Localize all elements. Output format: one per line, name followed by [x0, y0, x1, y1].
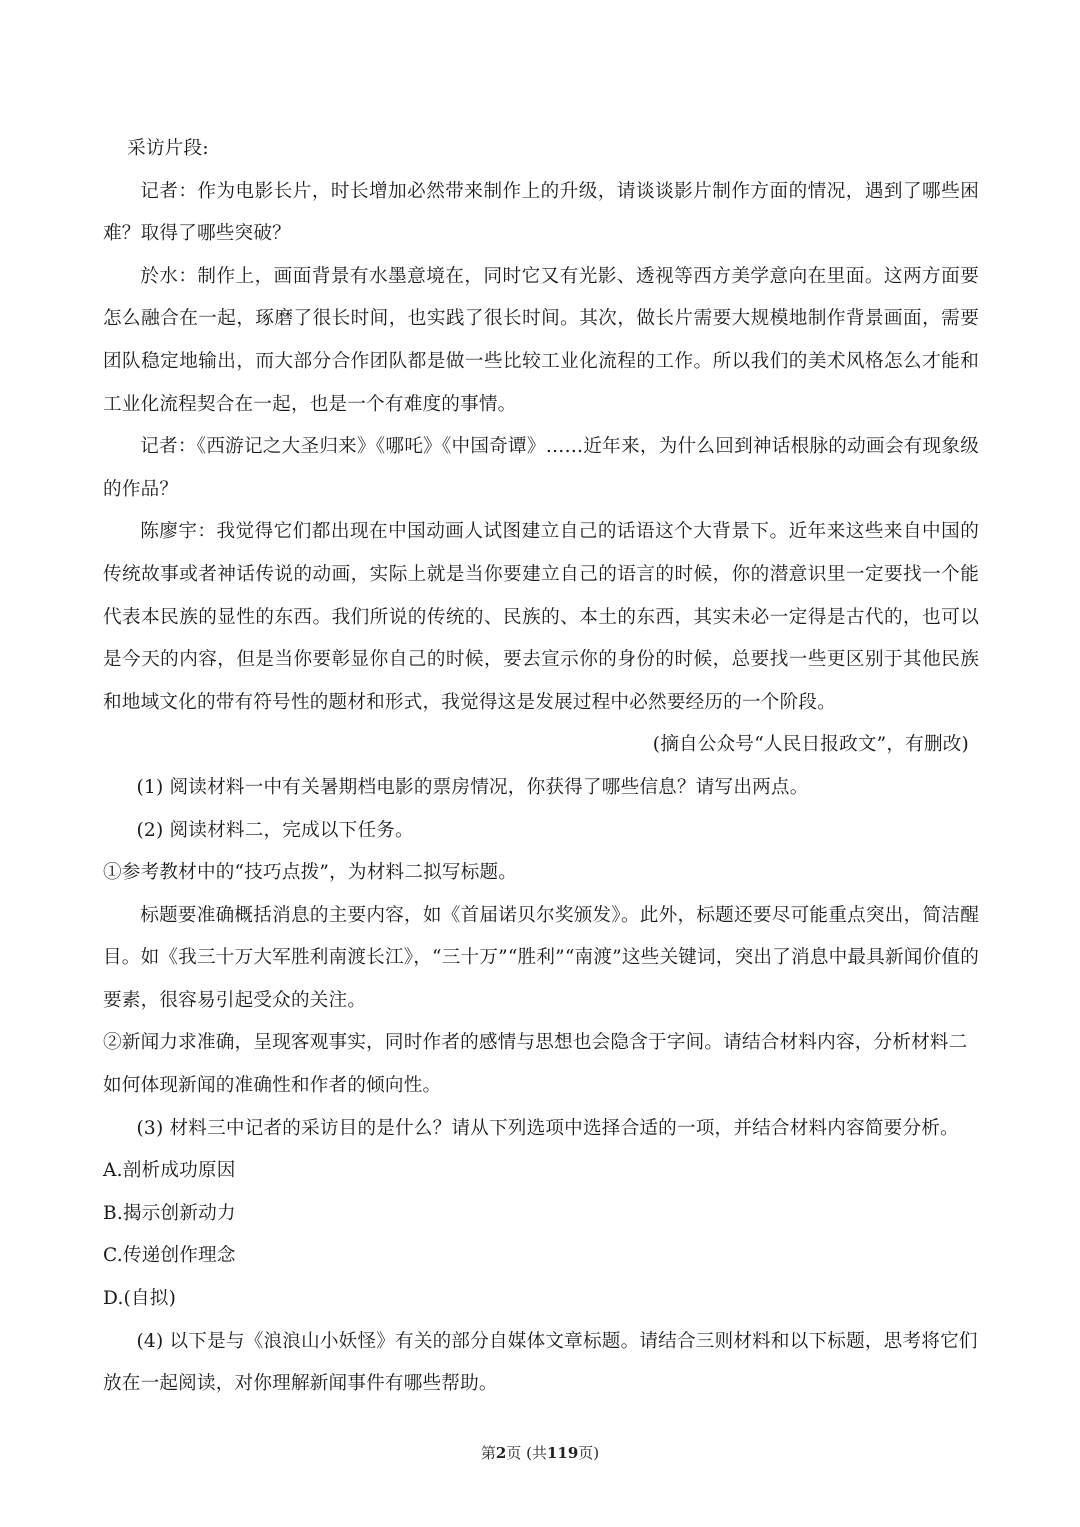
paragraph-yushui-answer: 於水：制作上，画面背景有水墨意境在，同时它又有光影、透视等西方美学意向在里面。这两方面要怎么融合在一起，琢磨了很长时间，也实践了很长时间。其次，做长片需要大规模地制作背景画面，需要团队稳定地输出，而大部分合作团队都是做一些比较工业化流程的工作。所以我们的美术风格怎么才能和工业化流程契合在一起，也是一个有难度的事情。 — [103, 265, 979, 415]
question-2-task-1: ①参考教材中的“技巧点拨”，为材料二拟写标题。 — [103, 862, 518, 884]
option-b: B.揭示创新动力 — [103, 1202, 236, 1224]
question-2-task-2: ②新闻力求准确，呈现客观事实，同时作者的感情与思想也会隐含于字间。请结合材料内容，分析材料二如何体现新闻的准确性和作者的倾向性。 — [103, 1032, 968, 1097]
paragraph-reporter-q1: 记者：作为电影长片，时长增加必然带来制作上的升级，请谈谈影片制作方面的情况，遇到了哪些困难？取得了哪些突破？ — [103, 180, 979, 245]
question-3: (3) 材料三中记者的采访目的是什么？请从下列选项中选择合适的一项，并结合材料内容简要分析。 — [136, 1117, 959, 1139]
question-2-tip: 标题要准确概括消息的主要内容，如《首届诺贝尔奖颁发》。此外，标题还要尽可能重点突出，简洁醒目。如《我三十万大军胜利南渡长江》，“三十万”“胜利”“南渡”这些关键词，突出了消息中最具新闻价值的要素，很容易引起受众的关注。 — [103, 904, 979, 1011]
question-1: (1) 阅读材料一中有关暑期档电影的票房情况，你获得了哪些信息？请写出两点。 — [136, 776, 809, 798]
question-2: (2) 阅读材料二，完成以下任务。 — [136, 819, 414, 841]
section-heading: 采访片段: — [127, 138, 209, 159]
question-4: (4) 以下是与《浪浪山小妖怪》有关的部分自媒体文章标题。请结合三则材料和以下标题，思考将它们放在一起阅读，对你理解新闻事件有哪些帮助。 — [103, 1330, 978, 1395]
footer-middle: 页 (共 — [506, 1444, 547, 1462]
option-a: A.剖析成功原因 — [103, 1160, 236, 1182]
footer-suffix: 页) — [578, 1444, 600, 1462]
option-c: C.传递创作理念 — [103, 1245, 236, 1267]
footer-page-number: 2 — [495, 1444, 507, 1462]
option-d: D.(自拟) — [103, 1288, 177, 1310]
page-footer — [0, 1442, 1080, 1463]
footer-prefix: 第 — [480, 1444, 496, 1462]
footer-total-pages: 119 — [546, 1444, 579, 1462]
source-citation: (摘自公众号“人民日报政文”，有删改) — [652, 734, 969, 756]
document-page — [103, 128, 979, 1406]
paragraph-chenliaoyu-answer: 陈廖宇：我觉得它们都出现在中国动画人试图建立自己的话语这个大背景下。近年来这些来自中国的传统故事或者神话传说的动画，实际上就是当你要建立自己的语言的时候，你的潜意识里一定要找一个能代表本民族的显性的东西。我们所说的传统的、民族的、本土的东西，其实未必一定得是古代的，也可以是今天的内容，但是当你要彰显你自己的时候，要去宣示你的身份的时候，总要找一些更区别于其他民族和地域文化的带有符号性的题材和形式，我觉得这是发展过程中必然要经历的一个阶段。 — [103, 521, 979, 713]
paragraph-reporter-q2: 记者：《西游记之大圣归来》《哪吒》《中国奇谭》……近年来，为什么回到神话根脉的动画会有现象级的作品？ — [103, 436, 979, 500]
